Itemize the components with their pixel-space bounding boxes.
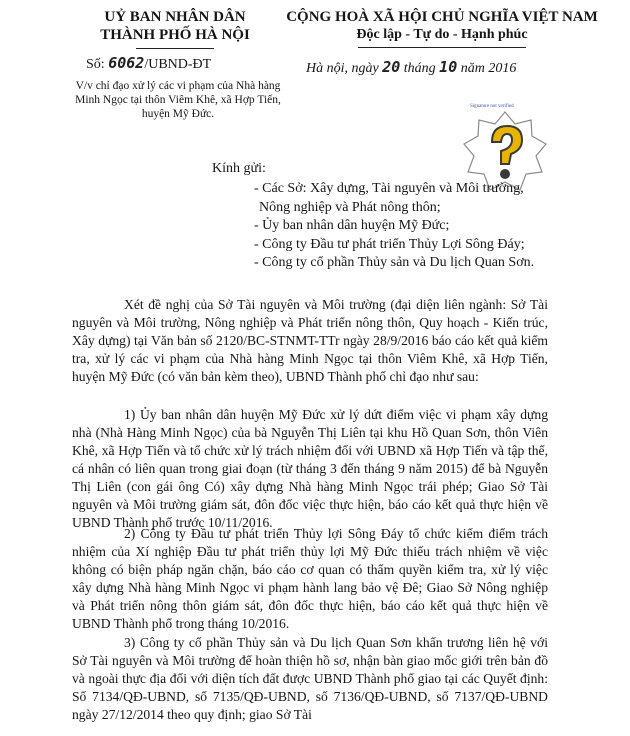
motto-underline bbox=[358, 47, 526, 48]
recipient-item: - Ủy ban nhân dân huyện Mỹ Đức; bbox=[254, 218, 450, 233]
document-number-prefix: Số: bbox=[86, 57, 105, 72]
national-motto: Độc lập - Tự do - Hạnh phúc bbox=[356, 27, 528, 42]
recipient-list bbox=[254, 180, 534, 273]
body-paragraph-2: 2) Công ty Đầu tư phát triển Thủy lợi Sông Đáy tổ chức kiểm điểm trách nhiệm của Xí nghiệp Đầu tư phát triển thủy lợi Mỹ Đức thiếu trách nhiệm về việc không có biện pháp ngăn chặn, báo cáo cơ quan có thẩm quyền kiểm tra, xử lý việc xây dựng Nhà hàng Minh Ngọc vi phạm hành lang bảo vệ Đê; Giao Sở Nông nghiệp và Phát triển nông thôn giám sát, đôn đốc thực hiện, báo cáo kết quả thực hiện về UBND Thành phố trong tháng 10/2016. bbox=[72, 526, 548, 631]
signature-caption: Signature not verified bbox=[470, 104, 514, 109]
document-number-handwritten: 6062 bbox=[108, 54, 145, 72]
document-number-suffix: /UBND-ĐT bbox=[144, 57, 212, 72]
document-number bbox=[86, 54, 211, 73]
date-month-label: tháng bbox=[403, 61, 436, 76]
subject-line: V/v chỉ đạo xử lý các vi phạm của Nhà hàng Minh Ngọc tại thôn Viêm Khê, xã Hợp Tiến, huyện Mỹ Đức. bbox=[75, 80, 281, 120]
body-paragraph-3: 3) Công ty cổ phần Thủy sản và Du lịch Quan Sơn khẩn trương liên hệ với Sở Tài nguyên và Môi trường để hoàn thiện hồ sơ, nhận bàn giao mốc giới trên bản đồ và ngoài thực địa đối với diện tích đất được UBND Thành phố giao tại các Quyết định: Số 7134/QĐ-UBND, số 7135/QĐ-UBND, số 7136/QĐ-UBND, số 7137/QĐ-UBND ngày 27/12/2014 theo quy định; giao Sở Tài bbox=[72, 635, 548, 722]
recipient-item: - Công ty cổ phần Thủy sản và Du lịch Quan Sơn. bbox=[254, 255, 535, 270]
issuer-name-line2: THÀNH PHỐ HÀ NỘI bbox=[100, 27, 250, 43]
national-heading bbox=[262, 8, 622, 48]
body-paragraph-1: 1) Ủy ban nhân dân huyện Mỹ Đức xử lý dứt điểm việc vi phạm xây dựng nhà (Nhà Hàng Minh Ngọc) của bà Nguyễn Thị Liên tại khu Hồ Quan Sơn, thôn Viên Khê, xã Hợp Tiến và tổ chức xử lý trách nhiệm đối với UBND xã Hợp Tiến và tập thể, cá nhân có liên quan trong giai đoạn (từ tháng 3 đến tháng 9 năm 2015) để bà Nguyễn Thị Liên (con gái ông Có) xây dựng Nhà hàng Minh Ngọc trái phép; Giao Sở Tài nguyên và Môi trường giám sát, đôn đốc việc thực hiện, báo cáo kết quả thực hiện về UBND Thành phố trước 10/11/2016. bbox=[72, 407, 548, 530]
recipient-item: - Công ty Đầu tư phát triển Thủy Lợi Sông Đáy; bbox=[254, 236, 525, 252]
date-day-handwritten: 20 bbox=[382, 58, 401, 76]
greeting: Kính gửi: bbox=[212, 161, 266, 176]
date-month-handwritten: 10 bbox=[439, 58, 458, 76]
issue-date bbox=[306, 58, 516, 77]
issuer-underline bbox=[136, 48, 214, 49]
nation-title: CỘNG HOÀ XÃ HỘI CHỦ NGHĨA VIỆT NAM bbox=[286, 9, 598, 25]
date-year: năm 2016 bbox=[460, 61, 517, 76]
recipient-item: - Các Sở: Xây dựng, Tài nguyên và Môi trường, bbox=[254, 181, 524, 196]
recipient-item: Nông nghiệp và Phát nông thôn; bbox=[259, 199, 441, 215]
issuer-name-line1: UỶ BAN NHÂN DÂN bbox=[104, 9, 246, 25]
issuer-block bbox=[70, 8, 280, 49]
body-paragraph-intro: Xét đề nghị của Sở Tài nguyên và Môi trường (đại diện liên ngành: Sở Tài nguyên và Môi trường, Nông nghiệp và Phát triển nông thôn, Quy hoạch - Kiến trúc, Xây dựng) tại Văn bản số 2120/BC-STNMT-TTr ngày 28/9/2016 báo cáo kết quả kiểm tra, xử lý các vi phạm của Nhà hàng Minh Ngọc tại thôn Viêm Khê, xã Hợp Tiến, huyện Mỹ Đức (có văn bản kèm theo), UBND Thành phố chỉ đạo như sau: bbox=[72, 297, 548, 384]
date-prefix: Hà nội, ngày bbox=[306, 61, 379, 76]
